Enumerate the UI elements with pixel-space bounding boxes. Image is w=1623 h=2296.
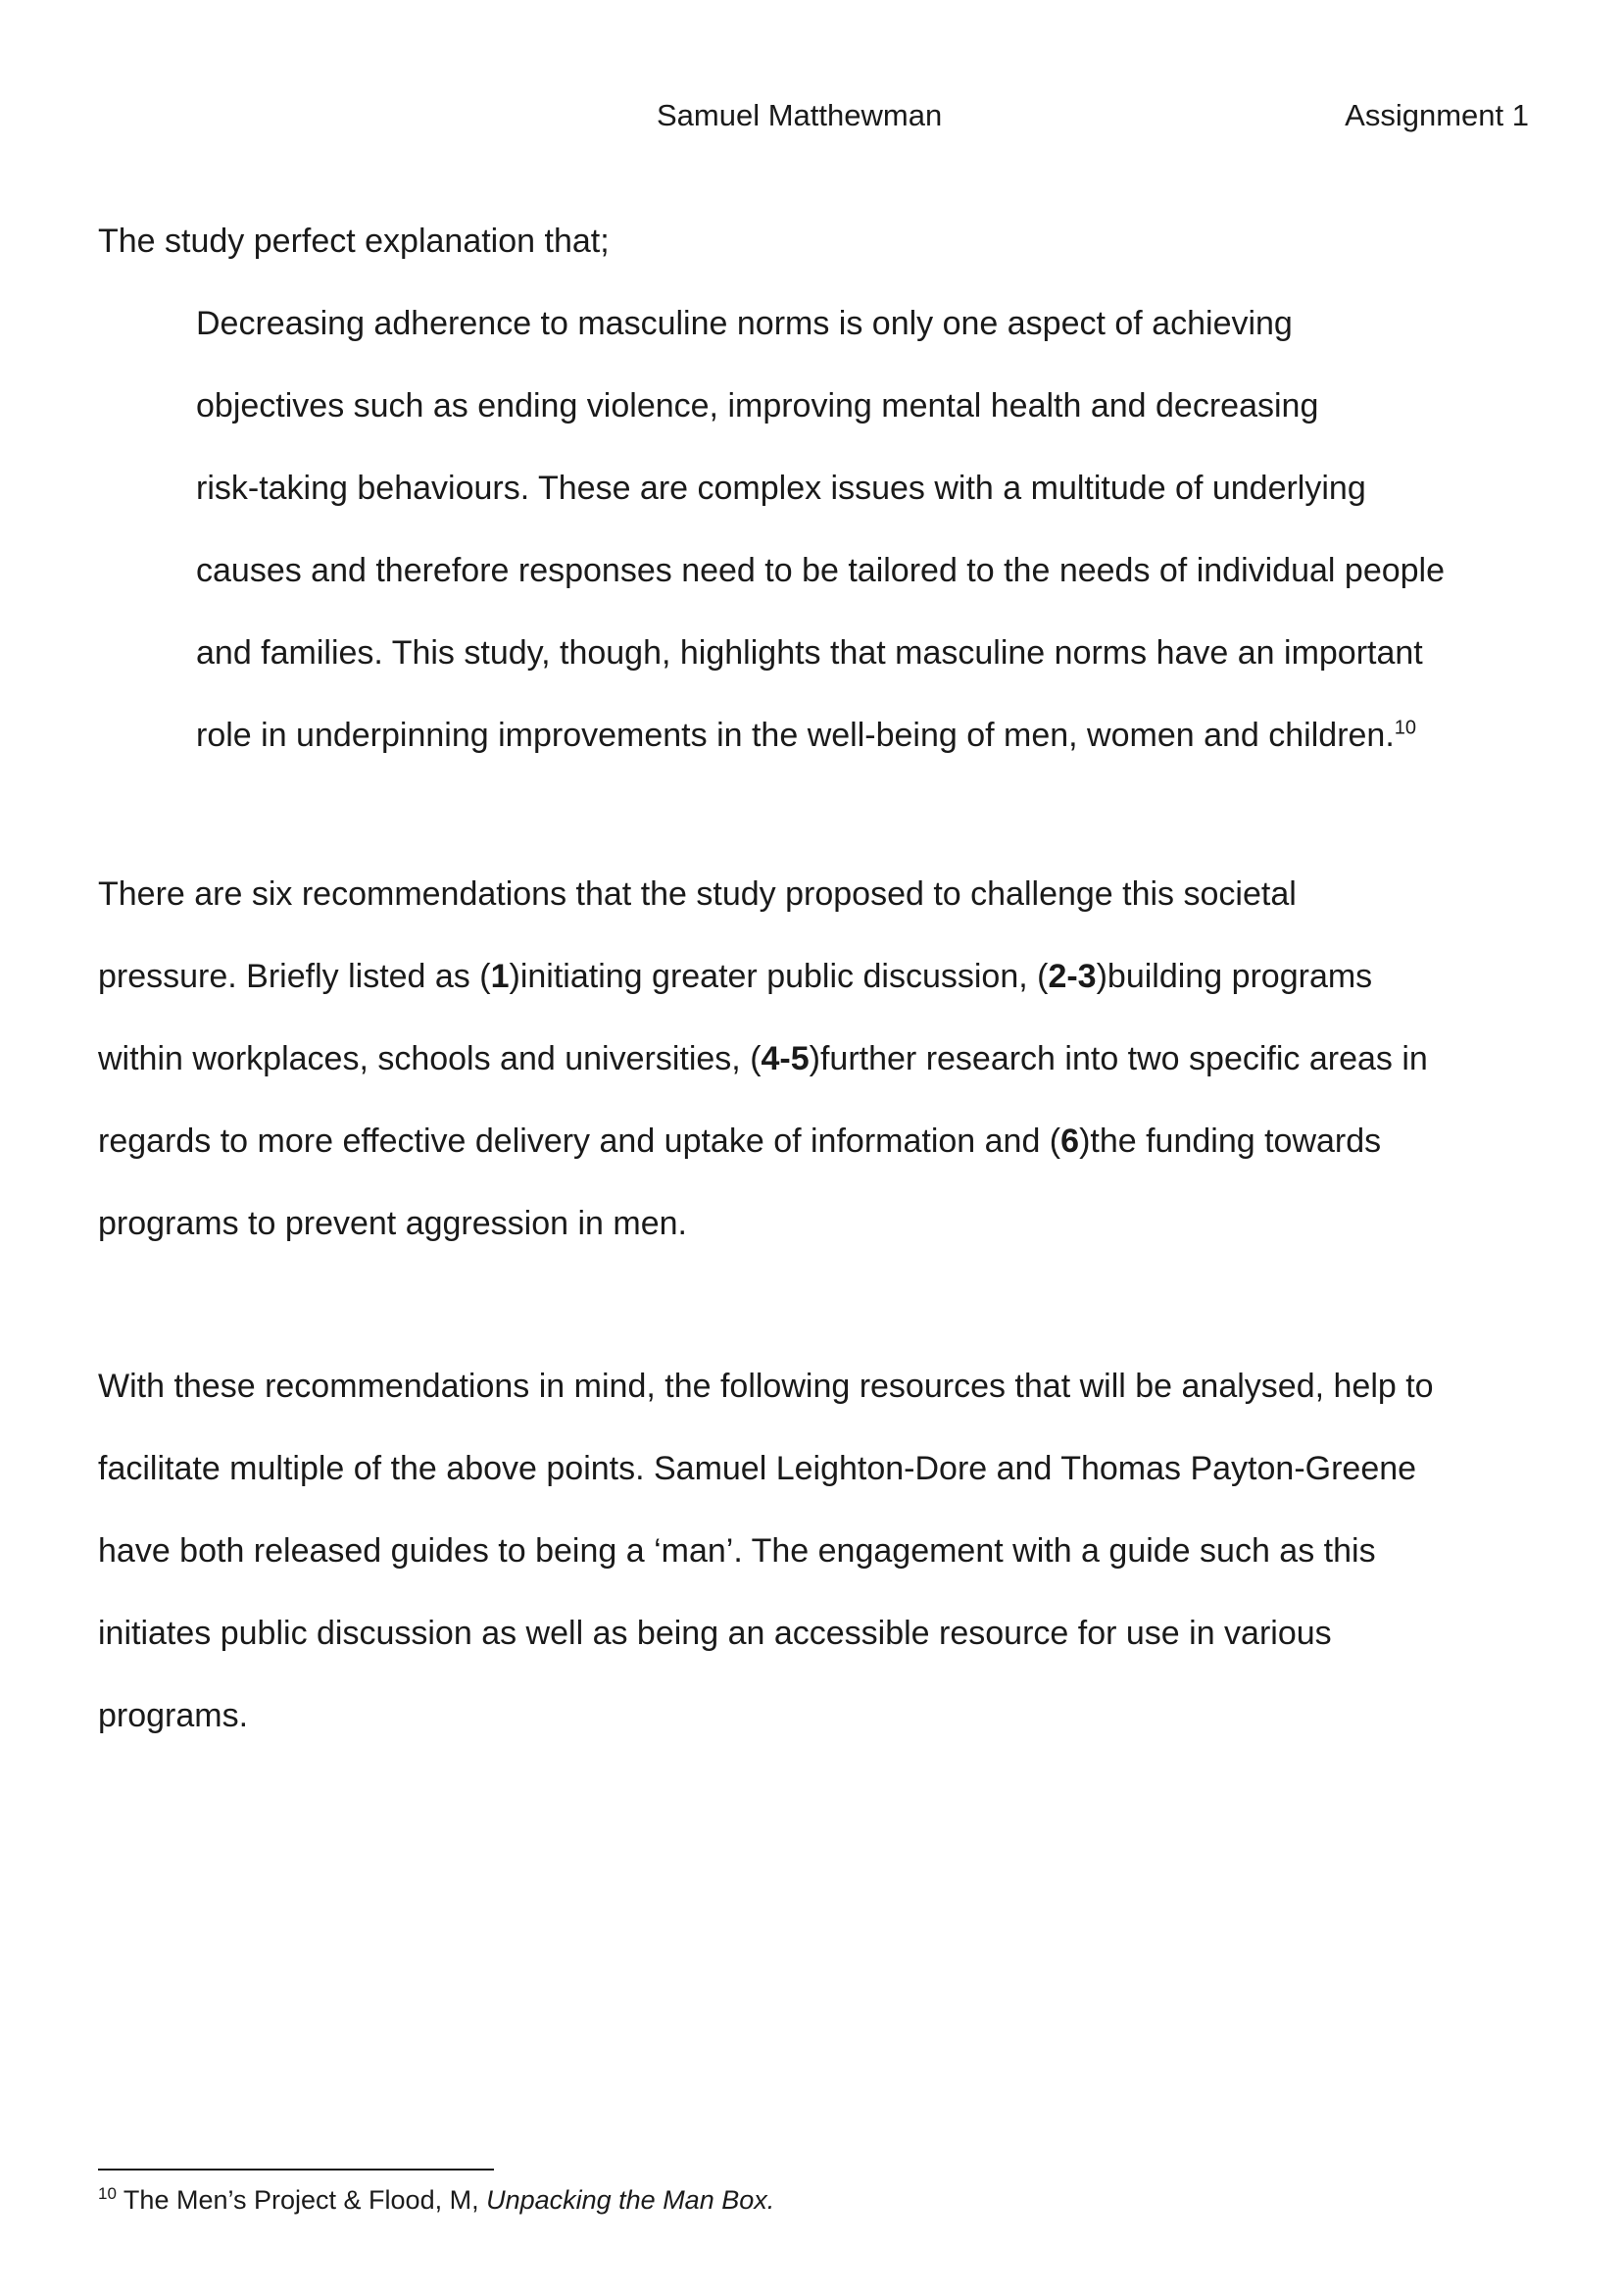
quote-line-text: role in underpinning improvements in the well-being of men, women and children. (196, 717, 1395, 754)
recommendation-number: 4-5 (761, 1040, 810, 1077)
resources-paragraph (98, 1345, 1549, 1757)
header-assignment: Assignment 1 (1345, 98, 1529, 132)
recommendations-paragraph (98, 853, 1549, 1265)
text-run: )further research into two specific areas in (809, 1040, 1428, 1077)
text-run: )building programs (1096, 958, 1373, 995)
paragraph-line: With these recommendations in mind, the following resources that will be analysed, help to (98, 1368, 1434, 1405)
footnote-title: Unpacking the Man Box. (486, 2185, 775, 2215)
paragraph-line (98, 1100, 1549, 1182)
paragraph-line (98, 1018, 1549, 1100)
quote-line-last (196, 694, 1549, 776)
text-run: pressure. Briefly listed as ( (98, 958, 491, 995)
paragraph-line (98, 935, 1549, 1018)
block-quote (196, 282, 1549, 776)
recommendation-number: 6 (1060, 1123, 1080, 1160)
header-author: Samuel Matthewman (657, 98, 943, 132)
quote-line: objectives such as ending violence, improving mental health and decreasing (196, 387, 1319, 424)
paragraph-line: programs to prevent aggression in men. (98, 1205, 687, 1242)
text-run: within workplaces, schools and universities, ( (98, 1040, 762, 1077)
recommendation-number: 1 (490, 958, 510, 995)
paragraph-line: There are six recommendations that the study proposed to challenge this societal (98, 875, 1297, 913)
recommendation-number: 2-3 (1048, 958, 1097, 995)
paragraph-line: facilitate multiple of the above points. Samuel Leighton-Dore and Thomas Payton-Greene (98, 1450, 1417, 1487)
paragraph-line: initiates public discussion as well as being an accessible resource for use in various (98, 1615, 1332, 1652)
footnote-separator (98, 2169, 494, 2171)
footnote-text: The Men’s Project & Flood, M, (116, 2185, 487, 2215)
quote-line: and families. This study, though, highlights that masculine norms have an important (196, 634, 1423, 672)
paragraph-line: have both released guides to being a ‘man’. The engagement with a guide such as this (98, 1532, 1376, 1570)
footnote (98, 2182, 774, 2218)
footnote-reference[interactable]: 10 (1394, 717, 1417, 739)
quote-line: causes and therefore responses need to be tailored to the needs of individual people (196, 552, 1446, 589)
paragraph-line: programs. (98, 1697, 249, 1734)
text-run: )the funding towards (1079, 1123, 1382, 1160)
intro-sentence: The study perfect explanation that; (98, 223, 610, 260)
text-run: )initiating greater public discussion, ( (509, 958, 1049, 995)
text-run: regards to more effective delivery and uptake of information and ( (98, 1123, 1061, 1160)
quote-line: risk-taking behaviours. These are complex issues with a multitude of underlying (196, 470, 1366, 507)
quote-line: Decreasing adherence to masculine norms is only one aspect of achieving (196, 305, 1293, 342)
footnote-number: 10 (98, 2184, 117, 2203)
